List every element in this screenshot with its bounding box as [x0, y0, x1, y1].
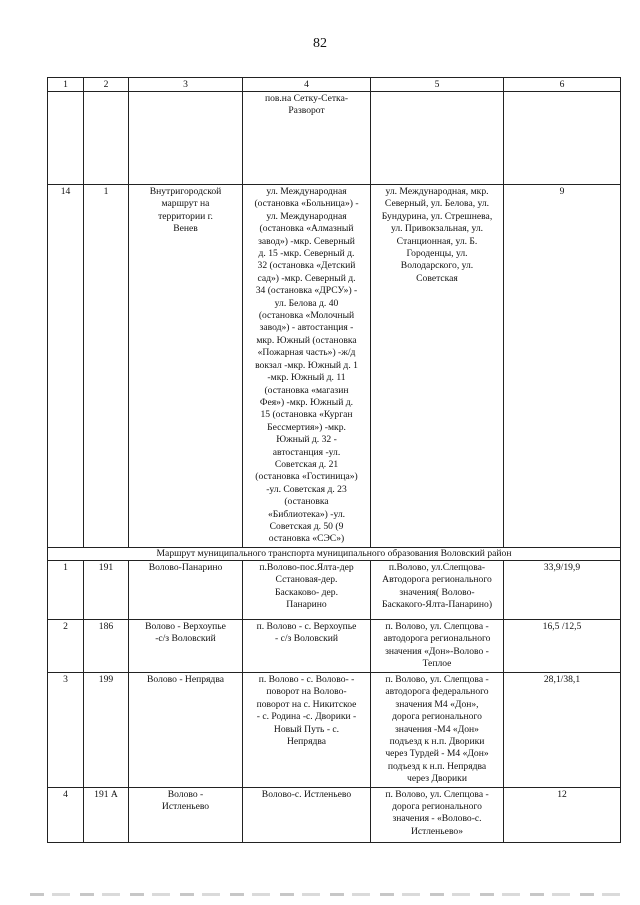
cell-length: 9	[504, 185, 621, 548]
cell-length: 33,9/19,9	[504, 561, 621, 620]
cell-number: 14	[48, 185, 84, 548]
section-row	[48, 548, 621, 561]
cell-route-name: Волово - Истленьево	[129, 787, 243, 842]
cell-streets: п. Волово, ул. Слепцова - автодорога регионального значения «Дон»-Волово - Теплое	[371, 620, 504, 673]
routes-table	[47, 77, 621, 843]
cell-route-number: 191 А	[84, 787, 129, 842]
header-cell: 3	[129, 78, 243, 92]
header-cell: 2	[84, 78, 129, 92]
cell-streets: п.Волово, ул.Слепцова- Автодорога регионального значения( Волово- Баскакого-Ялта-Панарино)	[371, 561, 504, 620]
table-row	[48, 620, 621, 673]
table-row	[48, 185, 621, 548]
table-row	[48, 787, 621, 842]
cell-route-path: п.Волово-пос.Ялта-дер Сстановая-дер. Баскаково- дер. Панарино	[243, 561, 371, 620]
cell-route-path: пов.на Сетку-Сетка- Разворот	[243, 92, 371, 185]
cell-streets: ул. Международная, мкр. Северный, ул. Белова, ул. Бундурина, ул. Стрешнева, ул. Привокзальная, ул. Станционная, ул. Б. Городенцы, ул. Володарского, ул. Советская	[371, 185, 504, 548]
cell-route-path: п. Волово - с. Волово- - поворот на Волово- поворот на с. Никитское - с. Родина -с. Дворики - Новый Путь - с. Непрядва	[243, 673, 371, 788]
header-row	[48, 78, 621, 92]
cell-streets: п. Волово, ул. Слепцова - автодорога федерального значения М4 «Дон», дорога регионального значения -М4 «Дон» подъезд к н.п. Дворики через Турдей - М4 «Дон» подъезд к н.п. Непрядва через Дворики	[371, 673, 504, 788]
header-cell: 6	[504, 78, 621, 92]
cell-length: 12	[504, 787, 621, 842]
cell-number: 2	[48, 620, 84, 673]
cell-route-name: Волово - Верхоупье -с/з Воловский	[129, 620, 243, 673]
header-cell: 1	[48, 78, 84, 92]
cell-route-path: Волово-с. Истленьево	[243, 787, 371, 842]
table-row	[48, 92, 621, 185]
cell-route-number: 186	[84, 620, 129, 673]
header-cell: 5	[371, 78, 504, 92]
cell-number: 3	[48, 673, 84, 788]
cell-streets: п. Волово, ул. Слепцова - дорога регионального значения - «Волово-с. Истленьево»	[371, 787, 504, 842]
cell-length	[504, 92, 621, 185]
cell-streets	[371, 92, 504, 185]
cell-number	[48, 92, 84, 185]
cell-route-name: Волово-Панарино	[129, 561, 243, 620]
cell-route-number: 199	[84, 673, 129, 788]
cell-number: 4	[48, 787, 84, 842]
scan-edge-artifact	[30, 893, 620, 896]
cell-route-path: п. Волово - с. Верхоупье - с/з Воловский	[243, 620, 371, 673]
cell-route-number: 191	[84, 561, 129, 620]
cell-length: 28,1/38,1	[504, 673, 621, 788]
cell-route-number: 1	[84, 185, 129, 548]
cell-route-name: Волово - Непрядва	[129, 673, 243, 788]
cell-number: 1	[48, 561, 84, 620]
cell-length: 16,5 /12,5	[504, 620, 621, 673]
table-row	[48, 561, 621, 620]
cell-route-path: ул. Международная (остановка «Больница») - ул. Международная (остановка «Алмазный завод») -мкр. Северный д. 15 -мкр. Северный д. 32 (остановка «Детский сад») -мкр. Северный д. 34 (остановка «ДРСУ») - ул. Белова д. 40 (остановка «Молочный завод») - автостанция - мкр. Южный (остановка «Пожарная часть») -ж/д вокзал -мкр. Южный д. 1 -мкр. Южный д. 11 (остановка «магазин Фея») -мкр. Южный д. 15 (остановка «Курган Бессмертия») -мкр. Южный д. 32 - автостанция -ул. Советская д. 21 (остановка «Гостиница») -ул. Советская д. 23 (остановка «Библиотека») -ул. Советская д. 50 (9 остановка «СЭС»)	[243, 185, 371, 548]
table-row	[48, 673, 621, 788]
cell-route-name	[129, 92, 243, 185]
section-title: Маршрут муниципального транспорта муниципального образования Воловский район	[48, 548, 621, 561]
cell-route-name: Внутригородской маршрут на территории г. Венев	[129, 185, 243, 548]
cell-route-number	[84, 92, 129, 185]
header-cell: 4	[243, 78, 371, 92]
page-number: 82	[313, 36, 327, 51]
